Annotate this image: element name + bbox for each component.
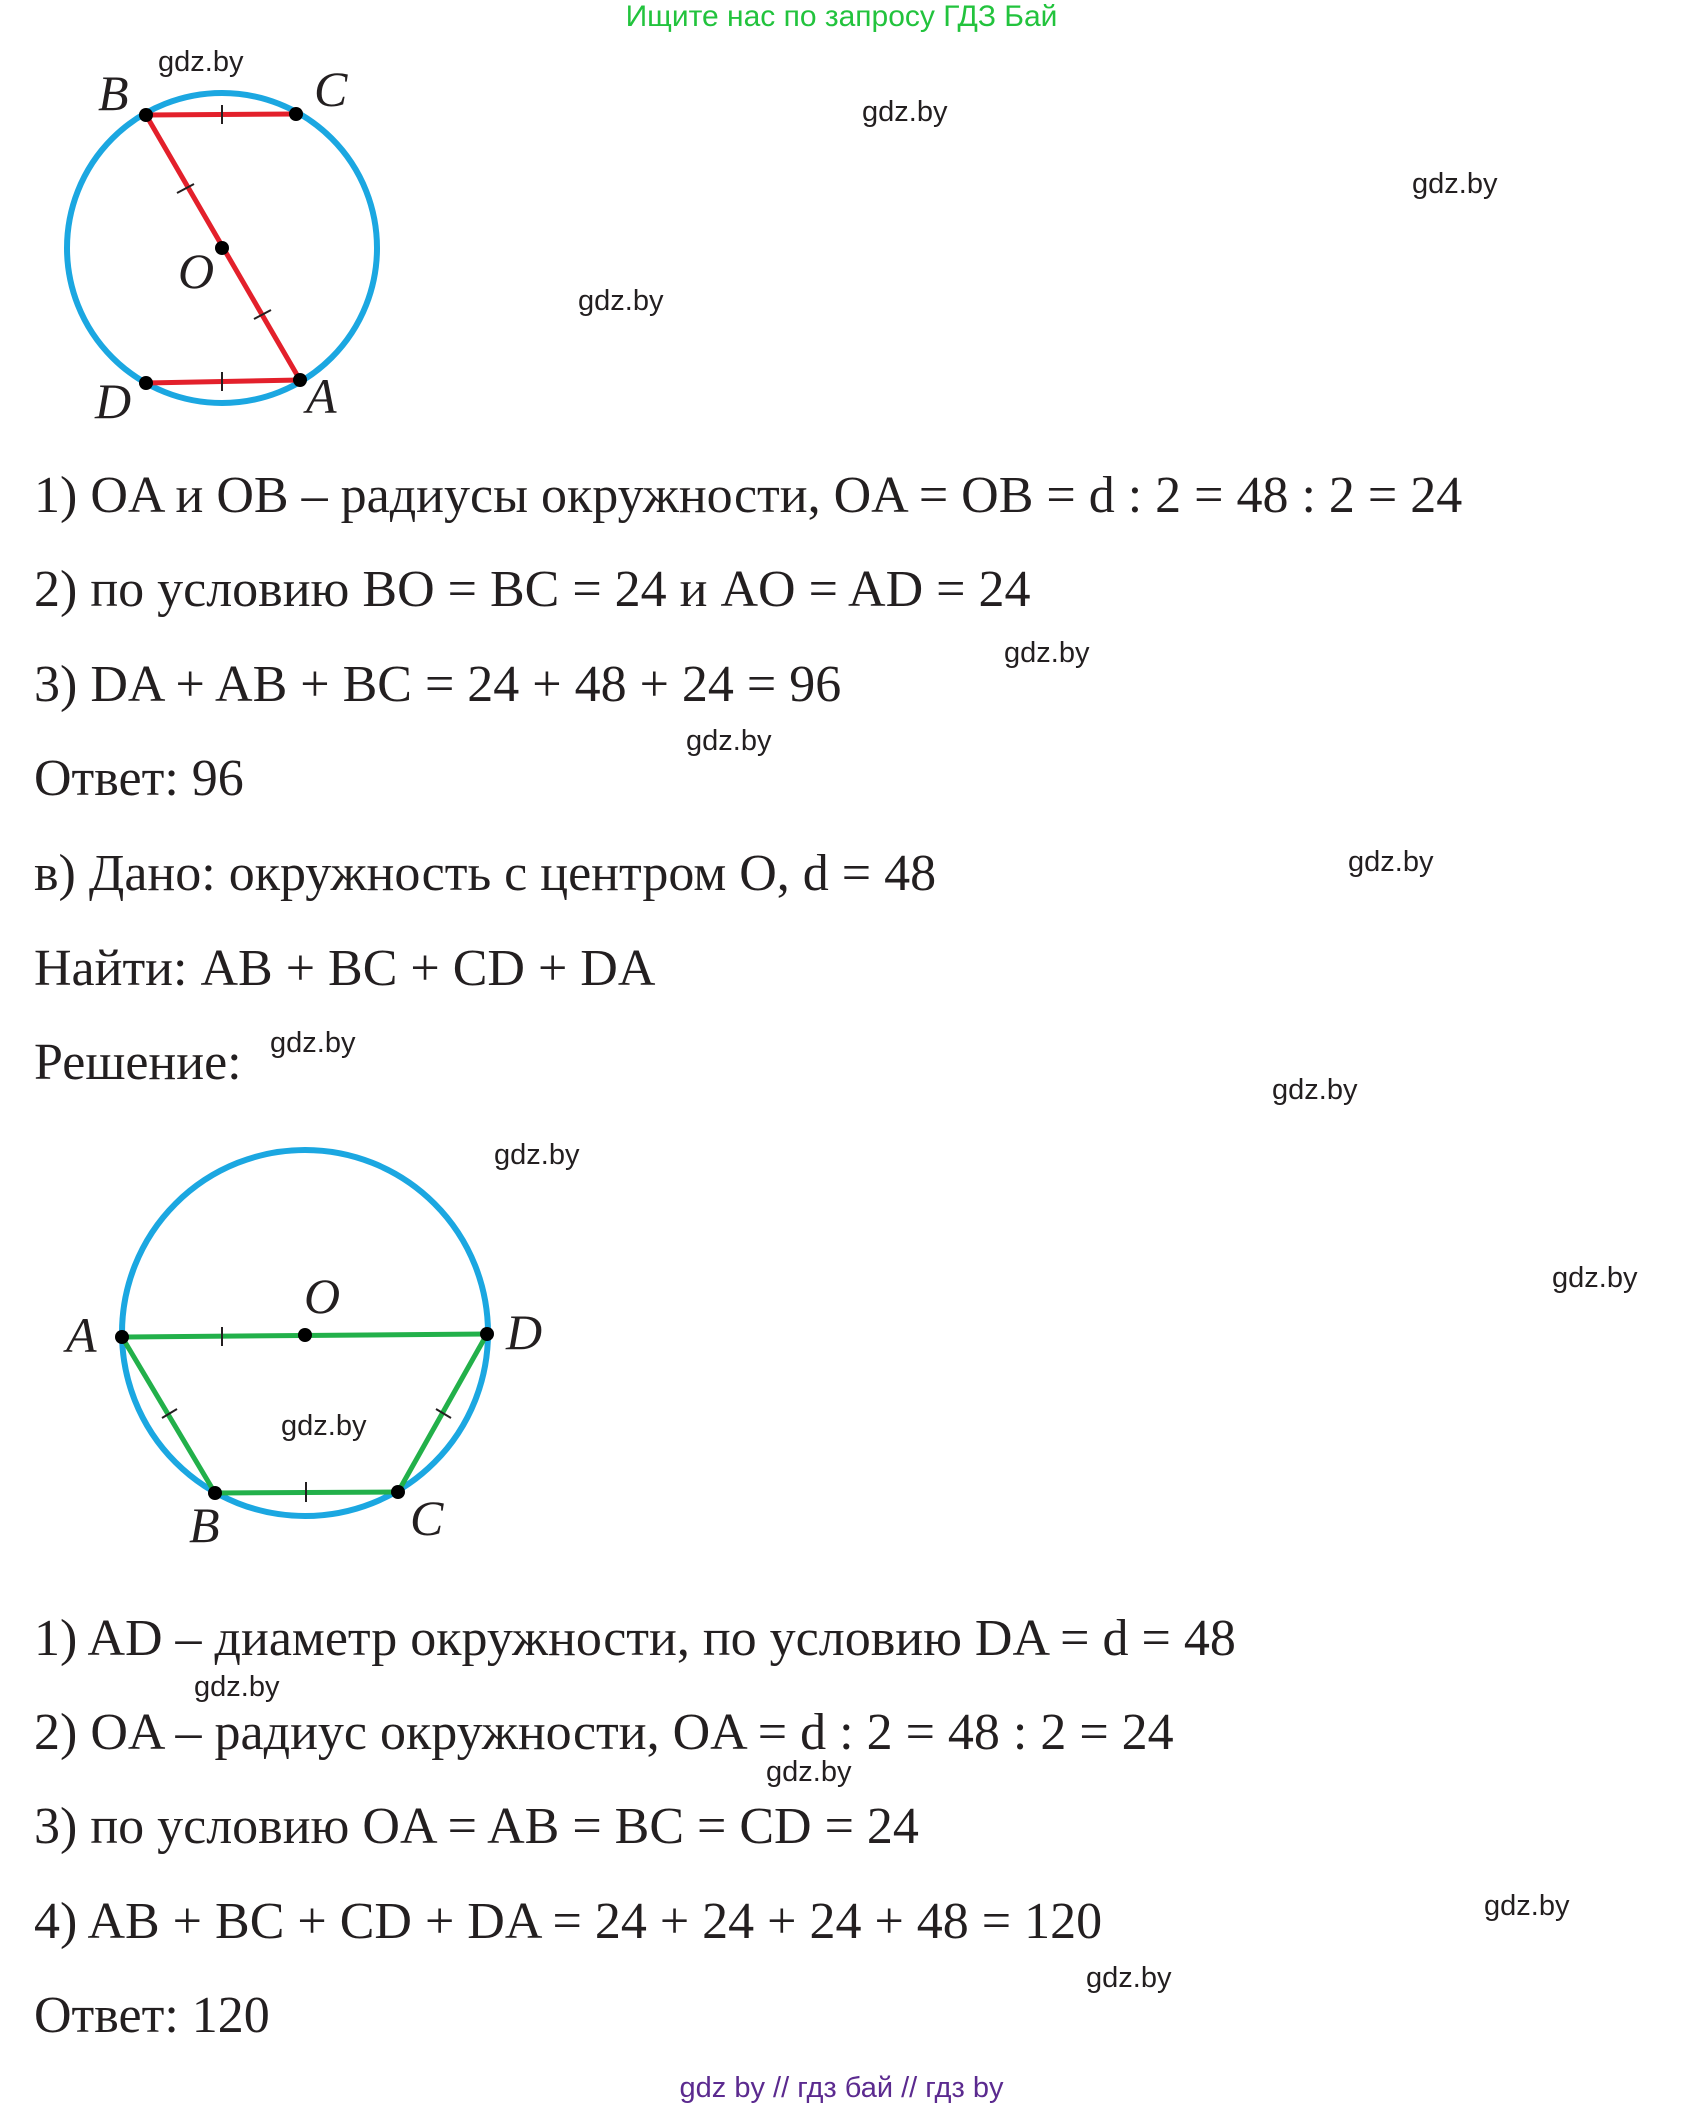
point-C <box>289 107 303 121</box>
part-b-step-2: 2) по условию BO = BC = 24 и AO = AD = 24 <box>34 561 1031 618</box>
watermark: gdz.by <box>494 1139 580 1171</box>
label-B: B <box>189 1497 220 1553</box>
part-c-answer: Ответ: 120 <box>34 1987 270 2044</box>
point-D <box>480 1327 494 1341</box>
label-D: D <box>95 373 132 429</box>
label-D: D <box>506 1304 543 1360</box>
point-D <box>139 376 153 390</box>
watermark: gdz.by <box>1552 1262 1638 1294</box>
watermark: gdz.by <box>1272 1074 1358 1106</box>
part-b-answer: Ответ: 96 <box>34 750 244 807</box>
label-A: A <box>66 1307 97 1363</box>
watermark: gdz.by <box>1004 637 1090 669</box>
part-c-step-2: 2) OA – радиус окружности, OA = d : 2 = 48 : 2 = 24 <box>34 1704 1174 1761</box>
figure-2-circle-diagram <box>0 1130 600 1570</box>
part-b-step-1: 1) OA и OB – радиусы окружности, OA = OB = d : 2 = 48 : 2 = 24 <box>34 467 1463 524</box>
label-A: A <box>306 368 337 424</box>
part-c-step-1: 1) AD – диаметр окружности, по условию DA = d = 48 <box>34 1610 1236 1667</box>
part-c-solution-label: Решение: <box>34 1034 242 1091</box>
point-C <box>391 1485 405 1499</box>
watermark: gdz.by <box>1412 168 1498 200</box>
footer-links: gdz by // гдз бай // гдз by <box>679 2072 1004 2104</box>
label-C: C <box>410 1490 444 1546</box>
watermark: gdz.by <box>862 96 948 128</box>
part-c-step-3: 3) по условию OA = AB = BC = CD = 24 <box>34 1798 919 1855</box>
label-B: B <box>98 65 129 121</box>
label-C: C <box>314 61 348 117</box>
watermark: gdz.by <box>686 725 772 757</box>
watermark: gdz.by <box>158 46 244 78</box>
watermark: gdz.by <box>270 1027 356 1059</box>
point-A <box>115 1330 129 1344</box>
watermark: gdz.by <box>1484 1890 1570 1922</box>
watermark: gdz.by <box>1086 1962 1172 1994</box>
part-b-step-3: 3) DA + AB + BC = 24 + 48 + 24 = 96 <box>34 656 842 713</box>
point-O <box>215 241 229 255</box>
watermark: gdz.by <box>766 1756 852 1788</box>
watermark: gdz.by <box>1348 846 1434 878</box>
part-c-find: Найти: AB + BC + CD + DA <box>34 940 656 997</box>
label-O: O <box>304 1268 341 1324</box>
part-c-step-4: 4) AB + BC + CD + DA = 24 + 24 + 24 + 48 = 120 <box>34 1893 1103 1950</box>
label-O: O <box>178 243 215 299</box>
point-O <box>298 1328 312 1342</box>
part-c-given: в) Дано: окружность с центром O, d = 48 <box>34 845 937 902</box>
point-A <box>293 373 307 387</box>
watermark: gdz.by <box>194 1671 280 1703</box>
watermark: gdz.by <box>281 1410 367 1442</box>
point-B <box>139 108 153 122</box>
watermark: gdz.by <box>578 285 664 317</box>
promo-header: Ищите нас по запросу ГДЗ Бай <box>625 0 1058 33</box>
